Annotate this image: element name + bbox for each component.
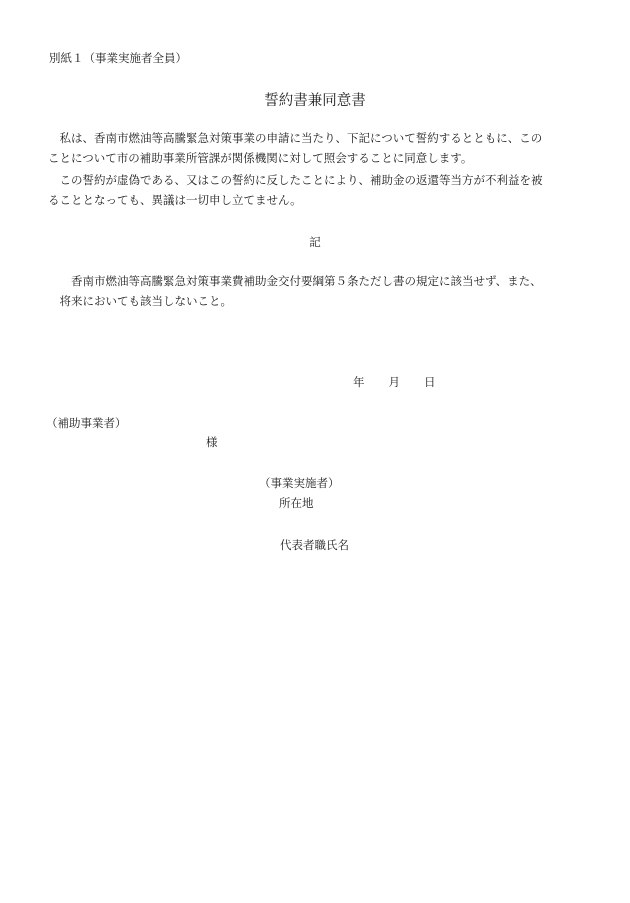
ki-heading: 記 — [309, 235, 321, 249]
paragraph-line: この誓約が虚偽である、又はこの誓約に反したことにより、補助金の返還等当方が不利益を被 — [48, 173, 543, 187]
consent-paragraph — [48, 128, 588, 168]
item-line: 香南市燃油等高騰緊急対策事業費補助金交付要綱第５条ただし書の規定に該当せず、また、 — [48, 274, 542, 288]
paragraph-line: 私は、香南市燃油等高騰緊急対策事業の申請に当たり、下記について誓約するとともに、この — [48, 131, 543, 145]
representative-label: 代表者職氏名 — [280, 538, 349, 552]
address-label: 所在地 — [279, 496, 314, 510]
annex-label: 別紙１（事業実施者全員） — [49, 51, 187, 65]
honorific: 様 — [206, 435, 218, 449]
item-line: 将来においても該当しないこと。 — [48, 294, 232, 308]
date-day: 日 — [424, 375, 436, 389]
date-line — [353, 375, 436, 389]
document-title: 誓約書兼同意書 — [264, 93, 366, 109]
date-month: 月 — [388, 375, 400, 389]
recipient-label: （補助事業者） — [46, 416, 127, 430]
date-year: 年 — [353, 375, 365, 389]
pledge-item — [48, 271, 588, 311]
paragraph-line: ことについて市の補助事業所管課が関係機関に対して照会することに同意します。 — [48, 151, 473, 165]
objection-paragraph — [48, 170, 588, 210]
paragraph-line: ることとなっても、異議は一切申し立てません。 — [48, 193, 302, 207]
implementer-label: （事業実施者） — [259, 476, 340, 490]
